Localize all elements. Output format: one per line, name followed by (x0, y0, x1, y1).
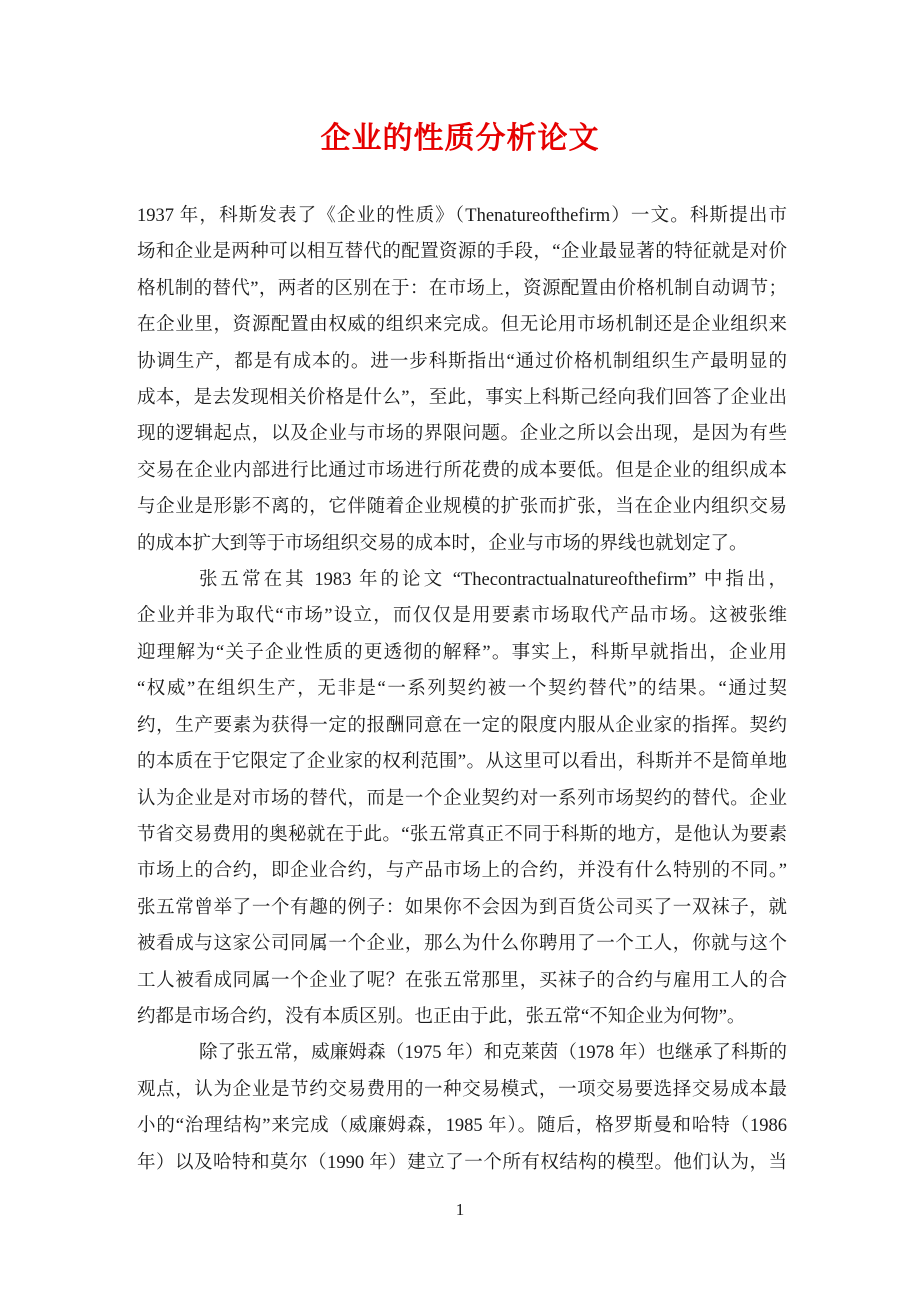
body-line: 认为企业是对市场的替代，而是一个企业契约对一系列市场契约的替代。企业 (137, 788, 787, 809)
body-line: 场和企业是两种可以相互替代的配置资源的手段，“企业最显著的特征就是对价 (137, 242, 787, 263)
body-line: 节省交易费用的奥秘就在于此。“张五常真正不同于科斯的地方，是他认为要素 (137, 824, 787, 845)
body-line: 迎理解为“关子企业性质的更透彻的解释”。事实上，科斯早就指出，企业用 (137, 642, 787, 663)
body-line: 年）以及哈特和莫尔（1990 年）建立了一个所有权结构的模型。他们认为，当 (137, 1152, 787, 1173)
paragraph-1 (137, 198, 787, 562)
body-line: 张五常曾举了一个有趣的例子：如果你不会因为到百货公司买了一双袜子，就 (137, 897, 787, 918)
body-line: 工人被看成同属一个企业了呢？在张五常那里，买袜子的合约与雇用工人的合 (137, 970, 787, 991)
body-line: 的成本扩大到等于市场组织交易的成本时，企业与市场的界线也就划定了。 (137, 533, 748, 554)
body-line: 除了张五常，威廉姆森（1975 年）和克莱茵（1978 年）也继承了科斯的 (199, 1043, 787, 1064)
paragraph-2 (137, 562, 787, 1035)
body-line: 成本，是去发现相关价格是什么”，至此，事实上科斯己经向我们回答了企业出 (137, 388, 787, 409)
body-line: 市场上的合约，即企业合约，与产品市场上的合约，并没有什么特别的不同。” (137, 861, 787, 882)
body-line: 企业并非为取代“市场”设立，而仅仅是用要素市场取代产品市场。这被张维 (137, 606, 787, 627)
body-line: 约都是市场合约，没有本质区别。也正由于此，张五常“不知企业为何物”。 (137, 1006, 746, 1027)
body-line: 小的“治理结构”来完成（威廉姆森，1985 年）。随后，格罗斯曼和哈特（1986 (137, 1116, 787, 1137)
body-line: 观点，认为企业是节约交易费用的一种交易模式，一项交易要选择交易成本最 (137, 1079, 787, 1100)
body-line: 与企业是形影不离的，它伴随着企业规模的扩张而扩张，当在企业内组织交易 (137, 497, 787, 518)
paragraph-3 (137, 1035, 787, 1181)
body-line: 被看成与这家公司同属一个企业，那么为什么你聘用了一个工人，你就与这个 (137, 934, 787, 955)
body-line: 协调生产，都是有成本的。进一步科斯指出“通过价格机制组织生产最明显的 (137, 351, 787, 372)
page-number: 1 (455, 1200, 465, 1219)
body-line: 张五常在其 1983 年的论文 “Thecontractualnatureofthefirm” 中指出， (199, 570, 787, 591)
body-line: 1937 年，科斯发表了《企业的性质》（Thenatureofthefirm）一文。科斯提出市 (137, 206, 787, 226)
body-line: 格机制的替代”，两者的区别在于：在市场上，资源配置由价格机制自动调节； (137, 278, 787, 299)
body-line: 约，生产要素为获得一定的报酬同意在一定的限度内服从企业家的指挥。契约 (137, 715, 787, 736)
body-line: 在企业里，资源配置由权威的组织来完成。但无论用市场机制还是企业组织来 (137, 315, 787, 336)
body-line: 现的逻辑起点，以及企业与市场的界限问题。企业之所以会出现，是因为有些 (137, 424, 787, 445)
page-title: 企业的性质分析论文 (320, 122, 600, 155)
body-line: “权威”在组织生产，无非是“一系列契约被一个契约替代”的结果。“通过契 (137, 679, 787, 700)
body-line: 的本质在于它限定了企业家的权利范围”。从这里可以看出，科斯并不是简单地 (137, 752, 787, 773)
document-body (137, 198, 787, 1181)
body-line: 交易在企业内部进行比通过市场进行所花费的成本要低。但是企业的组织成本 (137, 460, 787, 481)
